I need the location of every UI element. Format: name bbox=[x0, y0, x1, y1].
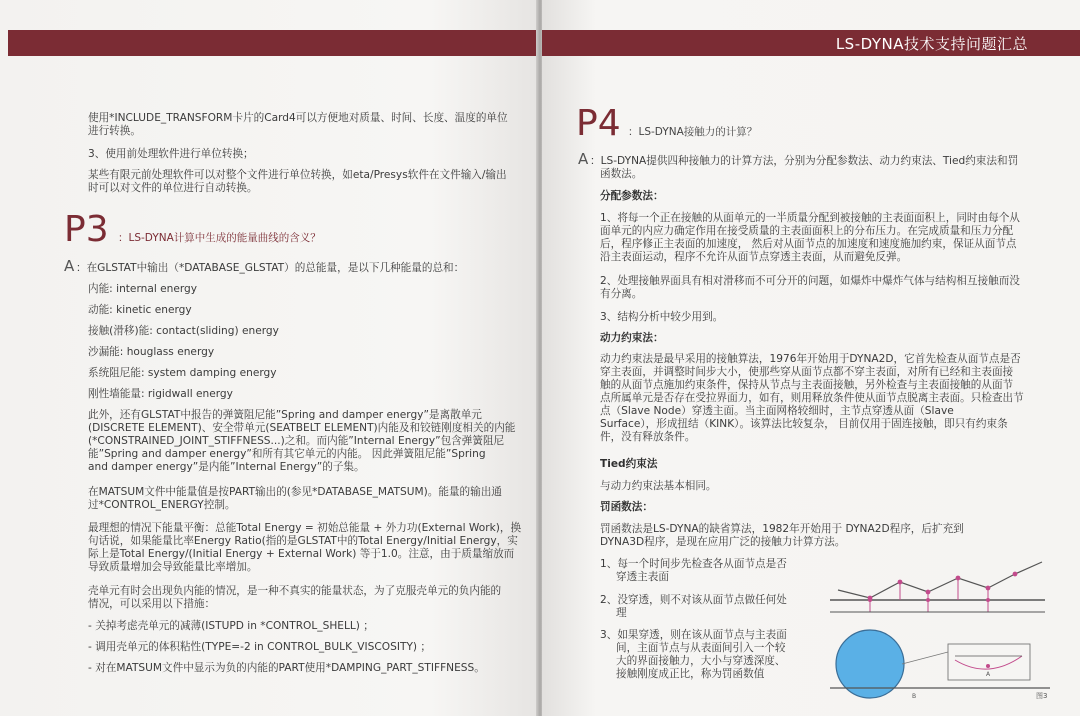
heading-tied: Tied约束法 bbox=[600, 458, 658, 470]
question-title-p3: ：LS-DYNA计算中生成的能量曲线的含义？ bbox=[118, 232, 321, 244]
para1-line: 此外，还有GLSTAT中报告的弹簧阻尼能”Spring and damper energy”是离散单元 bbox=[88, 409, 482, 421]
answer-line: 函数法。 bbox=[600, 168, 643, 180]
answer-intro-p3: ：在GLSTAT中输出（*DATABASE_GLSTAT）的总能量，是以下几种能量的总和： bbox=[76, 262, 465, 274]
callout-line bbox=[902, 652, 948, 664]
para1-line: and damper energy”是内能”Internal Energy”的子集。 bbox=[88, 461, 365, 473]
energy-item: 接触(滑移)能: contact(sliding) energy bbox=[88, 325, 279, 337]
kinematic-line: 点所属单元是否存在受拉界面力，如有，则用释放条件使从面节点脱离主表面。只检查出节 bbox=[600, 392, 1024, 404]
penalty-step-3: 3、如果穿透，则在该从面节点与主表面 bbox=[600, 629, 787, 641]
penalty-step-2: 2、没穿透，则不对该从面节点做任何处 bbox=[600, 594, 787, 606]
heading-distribution: 分配参数法： bbox=[600, 190, 664, 202]
figure-letter-b: B bbox=[912, 693, 917, 700]
penalty-line: DYNA3D程序，是现在应用广泛的接触力计算方法。 bbox=[600, 536, 846, 548]
measure-item: - 调用壳单元的体积粘性(TYPE=-2 in CONTROL_BULK_VISCOSITY) ； bbox=[88, 641, 432, 653]
s1-line: 后，程序修正主表面的加速度， 然后对从面节点的加速度和速度施加约束，保证从面节点 bbox=[600, 238, 1017, 250]
measure-item: - 对在MATSUM文件中显示为负的内能的PART使用*DAMPING_PART_STIFFNESS。 bbox=[88, 662, 485, 674]
para3-line: 际上是Total Energy/(Initial Energy + External Work) 等于1.0。注意，由于质量缩放而 bbox=[88, 548, 515, 560]
contact-springs bbox=[870, 578, 988, 612]
penalty-step-3-cont: 间，主面节点与从表面间引入一个较 bbox=[616, 642, 786, 654]
para1-line: (DISCRETE ELEMENT)、安全带单元(SEATBELT ELEMENT)内能及和铰链刚度相关的内能 bbox=[88, 422, 516, 434]
kinematic-line: 穿主表面，并调整时间步大小，使那些穿从面节点都不穿主表面，对所有已经和主表面接 bbox=[600, 366, 1014, 378]
intro-line-2: 进行转换。 bbox=[88, 125, 141, 137]
energy-item: 系统阻尼能: system damping energy bbox=[88, 367, 277, 379]
kinematic-line: 点（Slave Node）穿透主面。当主面网格较细时，主节点穿透从面（Slave bbox=[600, 405, 954, 417]
s2-line: 2、处理接触界面具有相对滑移而不可分开的问题，如爆炸中爆炸气体与结构相互接触而没 bbox=[600, 275, 1020, 287]
slave-surface-line bbox=[838, 562, 1042, 598]
penalty-step-1-cont: 穿透主表面 bbox=[616, 571, 669, 583]
s1-line: 面单元的内应力确定作用在接受质量的主表面面积上的分布压力。在完成质量和压力分配 bbox=[600, 225, 1014, 237]
s1-line: 1、将每一个正在接触的从面单元的一半质量分配到被接触的主表面面积上，同时由每个从 bbox=[600, 212, 1020, 224]
answer-mark-a: A bbox=[578, 150, 589, 168]
right-header-band bbox=[542, 30, 1080, 56]
s3-line: 3、结构分析中较少用到。 bbox=[600, 311, 724, 323]
para4-line: 情况，可以采用以下措施： bbox=[88, 598, 216, 610]
header-title: LS-DYNA技术支持问题汇总 bbox=[835, 35, 1028, 53]
para4-line: 壳单元有时会出现负内能的情况，是一种不真实的能量状态，为了克服壳单元的负内能的 bbox=[88, 585, 502, 597]
heading-kinematic: 动力约束法： bbox=[600, 332, 664, 344]
intro-line-3: 3、使用前处理软件进行单位转换； bbox=[88, 148, 254, 160]
right-page bbox=[542, 0, 1080, 716]
question-number-p3: P3 bbox=[64, 209, 109, 250]
kinematic-line: 件，没有释放条件。 bbox=[600, 431, 696, 443]
s2-line: 有分离。 bbox=[600, 288, 643, 300]
para3-line: 句话说，如果能量比率Energy Ratio(指的是GLSTAT中的Total Energy/Initial Energy，实 bbox=[88, 535, 518, 547]
answer-line: ：LS-DYNA提供四种接触力的计算方法，分别为分配参数法、动力约束法、Tied约束法和罚 bbox=[590, 155, 1019, 167]
energy-item: 沙漏能: houglass energy bbox=[88, 346, 215, 358]
intro-line-5: 时可以对文件的单位进行自动转换。 bbox=[88, 182, 258, 194]
para2-line: 在MATSUM文件中能量值是按PART输出的(参见*DATABASE_MATSUM)。能量的输出通 bbox=[88, 486, 502, 498]
answer-mark-a: A bbox=[64, 257, 75, 275]
contact-figure bbox=[810, 552, 1060, 700]
question-number-p4: P4 bbox=[576, 103, 621, 144]
kinematic-line: 触的从面节点施加约束条件，保持从节点与主表面接触，另外检查与主表面接触的从面节 bbox=[600, 379, 1014, 391]
figure-letter-a: A bbox=[986, 671, 991, 678]
s1-line: 沿主表面运动，程序不允许从面节点穿透主表面，从而避免反弹。 bbox=[600, 251, 908, 263]
slave-node-dot bbox=[986, 664, 990, 668]
penalty-step-3-cont: 大的界面接触力，大小与穿透深度、 bbox=[616, 655, 786, 667]
para3-line: 导致质量增加会导致能量比率增加。 bbox=[88, 561, 258, 573]
intro-line-1: 使用*INCLUDE_TRANSFORM卡片的Card4可以方便地对质量、时间、长度、温度的单位 bbox=[88, 112, 508, 124]
question-title-p4: ：LS-DYNA接触力的计算？ bbox=[628, 126, 758, 138]
figure-label: 图3 bbox=[1036, 692, 1048, 700]
para1-line: (*CONSTRAINED_JOINT_STIFFNESS...)之和。而内能”Internal Energy”包含弹簧阻尼 bbox=[88, 435, 505, 447]
kinematic-line: 动力约束法是最早采用的接触算法，1976年开始用于DYNA2D，它首先检查从面节点是否 bbox=[600, 353, 1021, 365]
left-page bbox=[0, 0, 538, 716]
measure-item: - 关掉考虑壳单元的减薄(ISTUPD in *CONTROL_SHELL) ； bbox=[88, 620, 374, 632]
energy-item: 刚性墙能量: rigidwall energy bbox=[88, 388, 233, 400]
para2-line: 过*CONTROL_ENERGY控制。 bbox=[88, 499, 236, 511]
penalty-step-3-cont: 接触刚度成正比，称为罚函数值 bbox=[616, 668, 765, 680]
heading-penalty: 罚函数法： bbox=[600, 501, 653, 513]
kinematic-line: Surface），形成扭结（KINK）。该算法比较复杂， 目前仅用于固连接触，即只有约束条 bbox=[600, 418, 1008, 430]
tied-text: 与动力约束法基本相同。 bbox=[600, 480, 717, 492]
penalty-step-2-cont: 理 bbox=[616, 607, 627, 619]
energy-item: 内能: internal energy bbox=[88, 283, 198, 295]
penalty-step-1: 1、每一个时间步先检查各从面节点是否 bbox=[600, 558, 787, 570]
penalty-line: 罚函数法是LS-DYNA的缺省算法，1982年开始用于 DYNA2D程序，后扩充到 bbox=[600, 523, 964, 535]
energy-item: 动能: kinetic energy bbox=[88, 304, 192, 316]
para1-line: 能”Spring and damper energy”和所有其它单元的内能。 因此弹簧阻尼能”Spring bbox=[88, 448, 486, 460]
para3-line: 最理想的情况下能量平衡：总能Total Energy = 初始总能量 + 外力功(External Work)，换 bbox=[88, 522, 522, 534]
left-header-band bbox=[8, 30, 538, 56]
intro-line-4: 某些有限元前处理软件可以对整个文件进行单位转换，如eta/Presys软件在文件输入/输出 bbox=[88, 169, 507, 181]
